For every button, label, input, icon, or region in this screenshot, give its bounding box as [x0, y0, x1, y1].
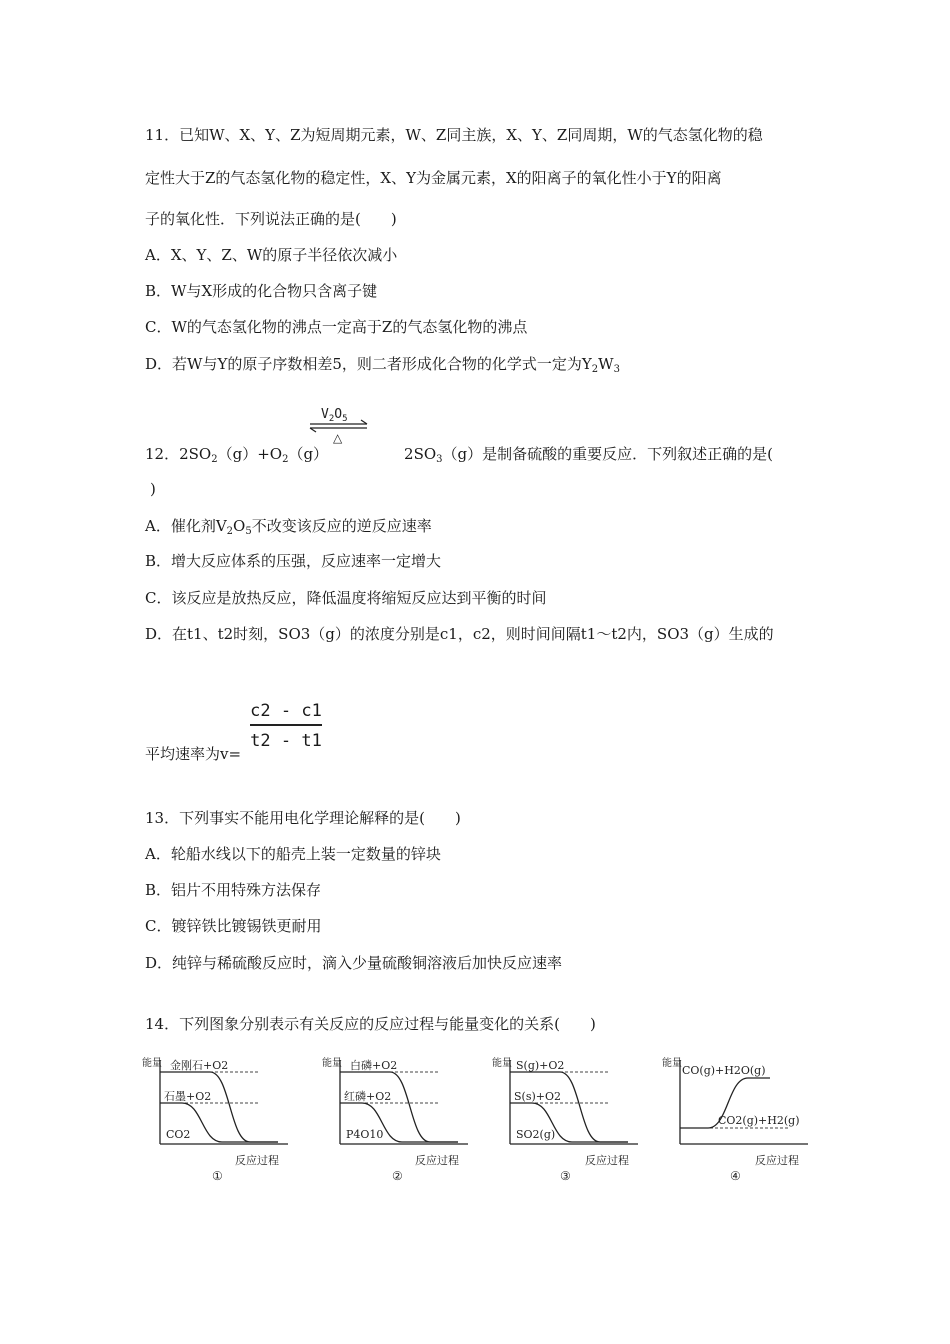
graph-3-top-label: S(g)+O2	[516, 1059, 565, 1072]
graph-1-bottom-label: CO2	[166, 1128, 191, 1141]
q12-g1: （g）+O	[217, 445, 283, 463]
graph-1-number: ①	[212, 1169, 223, 1183]
fraction-denominator: t2 - t1	[250, 731, 322, 751]
graph-2-mid-label: 红磷+O2	[344, 1090, 392, 1103]
graph-1-top-label: 金刚石+O2	[170, 1059, 229, 1072]
q12-option-d: D．在t1、t2时刻，SO3（g）的浓度分别是c1，c2，则时间间隔t1～t2内，SO3（g）生成的	[145, 625, 774, 643]
q11-sub-3: 3	[613, 364, 620, 375]
q12-option-c: C．该反应是放热反应，降低温度将缩短反应达到平衡的时间	[145, 589, 547, 607]
q12-sub-3: 3	[436, 454, 443, 465]
y-axis-label: 能量	[322, 1058, 342, 1069]
y-axis-label: 能量	[142, 1058, 162, 1069]
q11-option-b: B．W与X形成的化合物只含离子键	[145, 282, 378, 300]
q12-a-sub2: 2	[226, 526, 234, 537]
q11-line-2: 定性大于Z的气态氢化物的稳定性，X、Y为金属元素，X的阳离子的氧化性小于Y的阳离	[145, 169, 722, 187]
q11-sub-2: 2	[591, 364, 599, 375]
energy-graph-1	[140, 1052, 300, 1191]
q12-a-pre: A．催化剂V	[145, 517, 227, 535]
q12-stem	[145, 444, 773, 470]
q13-stem: 13．下列事实不能用电化学理论解释的是( )	[145, 809, 461, 827]
x-axis-label: 反应过程	[235, 1154, 279, 1167]
q12-stem-close: )	[150, 480, 156, 498]
q11-option-a: A．X、Y、Z、W的原子半径依次减小	[145, 246, 398, 264]
q11-w: W	[598, 355, 614, 373]
q13-option-d: D．纯锌与稀硫酸反应时，滴入少量硫酸铜溶液后加快反应速率	[145, 954, 563, 972]
q12-g2: （g）	[288, 445, 329, 463]
q13-option-b: B．铝片不用特殊方法保存	[145, 881, 322, 899]
x-axis-label: 反应过程	[415, 1154, 459, 1167]
catalyst-label: $V_2O_5$	[321, 407, 348, 424]
y-axis-label: 能量	[492, 1058, 512, 1069]
energy-graph-3	[490, 1052, 650, 1191]
graph-2-number: ②	[392, 1169, 403, 1183]
q11-line-1: 11．已知W、X、Y、Z为短周期元素，W、Z同主族，X、Y、Z同周期，W的气态氢化物的稳	[145, 126, 763, 144]
q12-lead: 12．2SO	[145, 445, 212, 463]
graph-4-top-label: CO(g)+H2O(g)	[682, 1064, 766, 1077]
graph-4-bottom-label: CO2(g)+H2(g)	[718, 1114, 800, 1127]
fraction-bar	[250, 724, 322, 726]
q11-option-d	[145, 354, 620, 380]
graph-2-bottom-label: P4O10	[346, 1128, 384, 1141]
q12-rate-label: 平均速率为v=	[145, 745, 242, 763]
energy-graph-4	[660, 1052, 820, 1191]
graph-2-top-label: 白磷+O2	[350, 1059, 398, 1072]
q12-option-b: B．增大反应体系的压强，反应速率一定增大	[145, 552, 442, 570]
heat-symbol: △	[333, 431, 343, 444]
fraction-numerator: c2 - c1	[250, 701, 322, 721]
q12-sub-2b: 2	[282, 454, 289, 465]
q13-option-a: A．轮船水线以下的船壳上装一定数量的锌块	[145, 845, 441, 863]
q11-option-c: C．W的气态氢化物的沸点一定高于Z的气态氢化物的沸点	[145, 318, 528, 336]
graph-3-bottom-label: SO2(g)	[516, 1128, 556, 1141]
q11-option-d-text: D．若W与Y的原子序数相差5，则二者形成化合物的化学式一定为Y	[145, 355, 592, 373]
reversible-arrow-with-catalyst	[305, 404, 373, 444]
q12-a-post: 不改变该反应的逆反应速率	[251, 517, 432, 535]
y-axis-label: 能量	[662, 1058, 682, 1069]
q14-stem: 14．下列图象分别表示有关反应的反应过程与能量变化的关系( )	[145, 1015, 596, 1033]
graph-4-number: ④	[730, 1169, 741, 1183]
q12-product: 2SO	[404, 445, 437, 463]
energy-graph-2	[320, 1052, 480, 1191]
graph-1-mid-label: 石墨+O2	[164, 1090, 212, 1103]
q12-a-mid: O	[233, 517, 246, 535]
graph-3-number: ③	[560, 1169, 571, 1183]
q12-stem-text: （g）是制备硫酸的重要反应．下列叙述正确的是(	[442, 445, 774, 463]
q13-option-c: C．镀锌铁比镀锡铁更耐用	[145, 917, 322, 935]
q12-option-a	[145, 516, 432, 542]
x-axis-label: 反应过程	[755, 1154, 799, 1167]
q11-line-3: 子的氧化性．下列说法正确的是( )	[145, 210, 397, 228]
graph-3-mid-label: S(s)+O2	[514, 1090, 561, 1103]
q12-a-sub5: 5	[245, 526, 252, 537]
x-axis-label: 反应过程	[585, 1154, 629, 1167]
q12-sub-2a: 2	[211, 454, 218, 465]
